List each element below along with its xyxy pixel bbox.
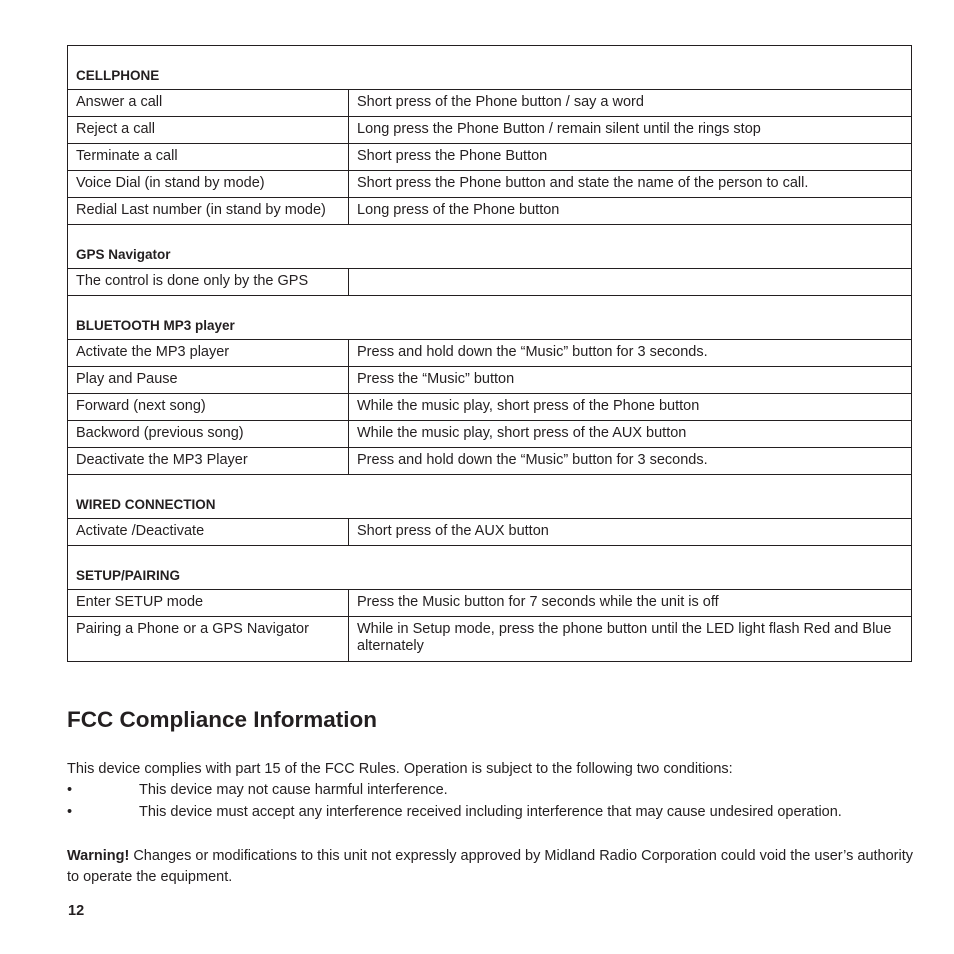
bullet-icon: • [67, 782, 73, 798]
action-cell: Terminate a call [68, 144, 349, 171]
instruction-cell: Press the Music button for 7 seconds while the unit is off [349, 590, 912, 617]
instruction-cell: Long press the Phone Button / remain silent until the rings stop [349, 117, 912, 144]
section-header-row [68, 46, 912, 90]
instruction-cell: Long press of the Phone button [349, 198, 912, 225]
action-cell: Answer a call [68, 90, 349, 117]
instruction-cell: Short press of the Phone button / say a word [349, 90, 912, 117]
section-heading-wired-connection: WIRED CONNECTION [68, 475, 912, 519]
table-row [68, 367, 912, 394]
table-row [68, 269, 912, 296]
warning-text: Changes or modifications to this unit not expressly approved by Midland Radio Corporation could void the user’s authority to operate the equipment. [67, 848, 913, 885]
table-row [68, 198, 912, 225]
table-row [68, 144, 912, 171]
warning-paragraph [67, 846, 913, 888]
instruction-cell: While the music play, short press of the AUX button [349, 421, 912, 448]
instruction-cell [349, 269, 912, 296]
table-row [68, 340, 912, 367]
section-header-row [68, 475, 912, 519]
section-header-row [68, 296, 912, 340]
action-cell: Activate the MP3 player [68, 340, 349, 367]
fcc-title: FCC Compliance Information [67, 707, 378, 732]
table-row [68, 617, 912, 662]
table-row [68, 448, 912, 475]
section-heading-gps-navigator: GPS Navigator [68, 225, 912, 269]
action-cell: Redial Last number (in stand by mode) [68, 198, 349, 225]
action-cell: Reject a call [68, 117, 349, 144]
section-heading-cellphone: CELLPHONE [68, 46, 912, 90]
instruction-cell: While the music play, short press of the Phone button [349, 394, 912, 421]
section-heading-bluetooth-mp3: BLUETOOTH MP3 player [68, 296, 912, 340]
action-cell: Voice Dial (in stand by mode) [68, 171, 349, 198]
section-header-row [68, 546, 912, 590]
table-row [68, 590, 912, 617]
instruction-cell: Short press of the AUX button [349, 519, 912, 546]
instruction-cell: Short press the Phone button and state the name of the person to call. [349, 171, 912, 198]
instruction-cell: Press and hold down the “Music” button for 3 seconds. [349, 448, 912, 475]
action-cell: Forward (next song) [68, 394, 349, 421]
action-cell: Pairing a Phone or a GPS Navigator [68, 617, 349, 662]
fcc-intro-text: This device complies with part 15 of the FCC Rules. Operation is subject to the following two conditions: [67, 761, 733, 777]
table-row [68, 421, 912, 448]
instruction-cell: While in Setup mode, press the phone button until the LED light flash Red and Blue alternately [349, 617, 912, 662]
section-header-row [68, 225, 912, 269]
action-cell: Backword (previous song) [68, 421, 349, 448]
instruction-cell: Press the “Music” button [349, 367, 912, 394]
action-cell: Enter SETUP mode [68, 590, 349, 617]
table-row [68, 90, 912, 117]
list-item-text: This device must accept any interference received including interference that may cause undesired operation. [139, 804, 842, 820]
table-row [68, 117, 912, 144]
action-cell: Activate /Deactivate [68, 519, 349, 546]
section-heading-setup-pairing: SETUP/PAIRING [68, 546, 912, 590]
table-row [68, 519, 912, 546]
instruction-cell: Press and hold down the “Music” button for 3 seconds. [349, 340, 912, 367]
action-cell: Play and Pause [68, 367, 349, 394]
bullet-icon: • [67, 804, 73, 820]
list-item-text: This device may not cause harmful interference. [139, 782, 448, 798]
table-row [68, 171, 912, 198]
action-cell: Deactivate the MP3 Player [68, 448, 349, 475]
page-number: 12 [68, 903, 85, 919]
table-row [68, 394, 912, 421]
controls-table [67, 45, 912, 662]
warning-label: Warning! [67, 848, 130, 864]
action-cell: The control is done only by the GPS [68, 269, 349, 296]
instruction-cell: Short press the Phone Button [349, 144, 912, 171]
